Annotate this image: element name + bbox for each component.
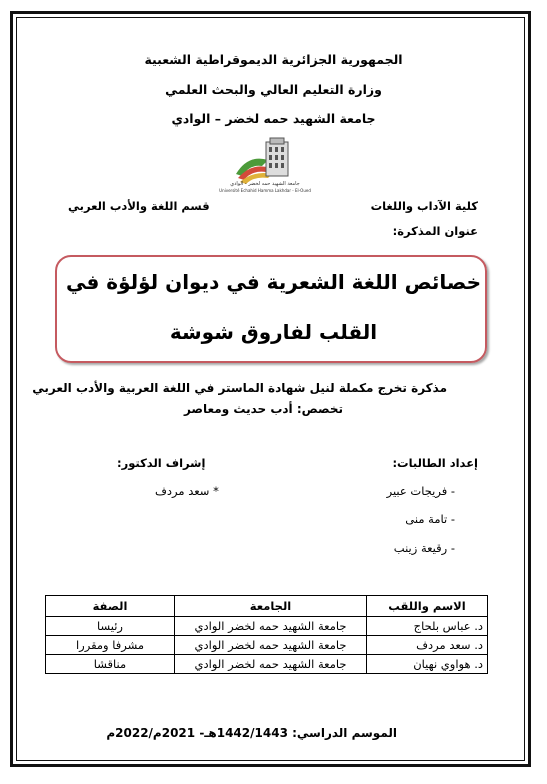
table-row: [46, 636, 488, 655]
student-name: - رقيعة زينب: [393, 541, 455, 555]
column-header-role: الصفة: [46, 596, 175, 617]
jury-member-university: جامعة الشهيد حمه لخضر الوادي: [175, 655, 367, 674]
jury-member-role: مناقشا: [46, 655, 175, 674]
jury-member-name: د. هواوي نهيان: [367, 655, 488, 674]
jury-member-role: مشرفا ومقررا: [46, 636, 175, 655]
jury-member-name: د. عباس بلحاج: [367, 617, 488, 636]
supervisor-name: * سعد مردف: [155, 484, 219, 498]
academic-year: الموسم الدراسي: 1442/1443هـ- 2021م/2022م: [106, 726, 397, 740]
ministry-heading: وزارة التعليم العالي والبحث العلمي: [165, 82, 382, 97]
jury-member-university: جامعة الشهيد حمه لخضر الوادي: [175, 636, 367, 655]
student-name: - فريجات عبير: [386, 484, 455, 498]
table-row: [46, 655, 488, 674]
student-name: - تامة منى: [405, 512, 455, 526]
faculty-label: كلية الآداب واللغات: [370, 199, 478, 213]
republic-heading: الجمهورية الجزائرية الديموقراطية الشعبية: [144, 52, 403, 67]
svg-text:جامعة الشهيد حمه لخضر - الوادي: جامعة الشهيد حمه لخضر - الوادي: [230, 181, 300, 187]
supervisor-label: إشراف الدكتور:: [117, 456, 206, 470]
thesis-title-line-2: القلب لفاروق شوشة: [169, 320, 378, 344]
thesis-title-line-1: خصائص اللغة الشعرية في ديوان لؤلؤة في: [65, 270, 482, 294]
university-heading: جامعة الشهيد حمه لخضر – الوادي: [171, 111, 376, 126]
table-row: [46, 617, 488, 636]
jury-member-name: د. سعد مردف: [367, 636, 488, 655]
jury-table-header: [46, 596, 488, 617]
department-label: قسم اللغة والأدب العربي: [68, 199, 210, 213]
column-header-university: الجامعة: [175, 596, 367, 617]
svg-text:Université Echahid Hamma Lakhd: Université Echahid Hamma Lakhdar - El-Oued: [219, 188, 311, 193]
jury-table: [45, 595, 488, 674]
jury-member-university: جامعة الشهيد حمه لخضر الوادي: [175, 617, 367, 636]
column-header-name: الاسم واللقب: [367, 596, 488, 617]
prepared-by-label: إعداد الطالبات:: [392, 456, 478, 470]
university-logo: [219, 136, 311, 196]
memo-title-label: عنوان المذكرة:: [392, 224, 478, 238]
degree-statement: مذكرة تخرج مكملة لنيل شهادة الماستر في اللغة العربية والأدب العربي: [32, 381, 447, 395]
jury-member-role: رئيسا: [46, 617, 175, 636]
specialization: تخصص: أدب حديث ومعاصر: [183, 402, 343, 416]
